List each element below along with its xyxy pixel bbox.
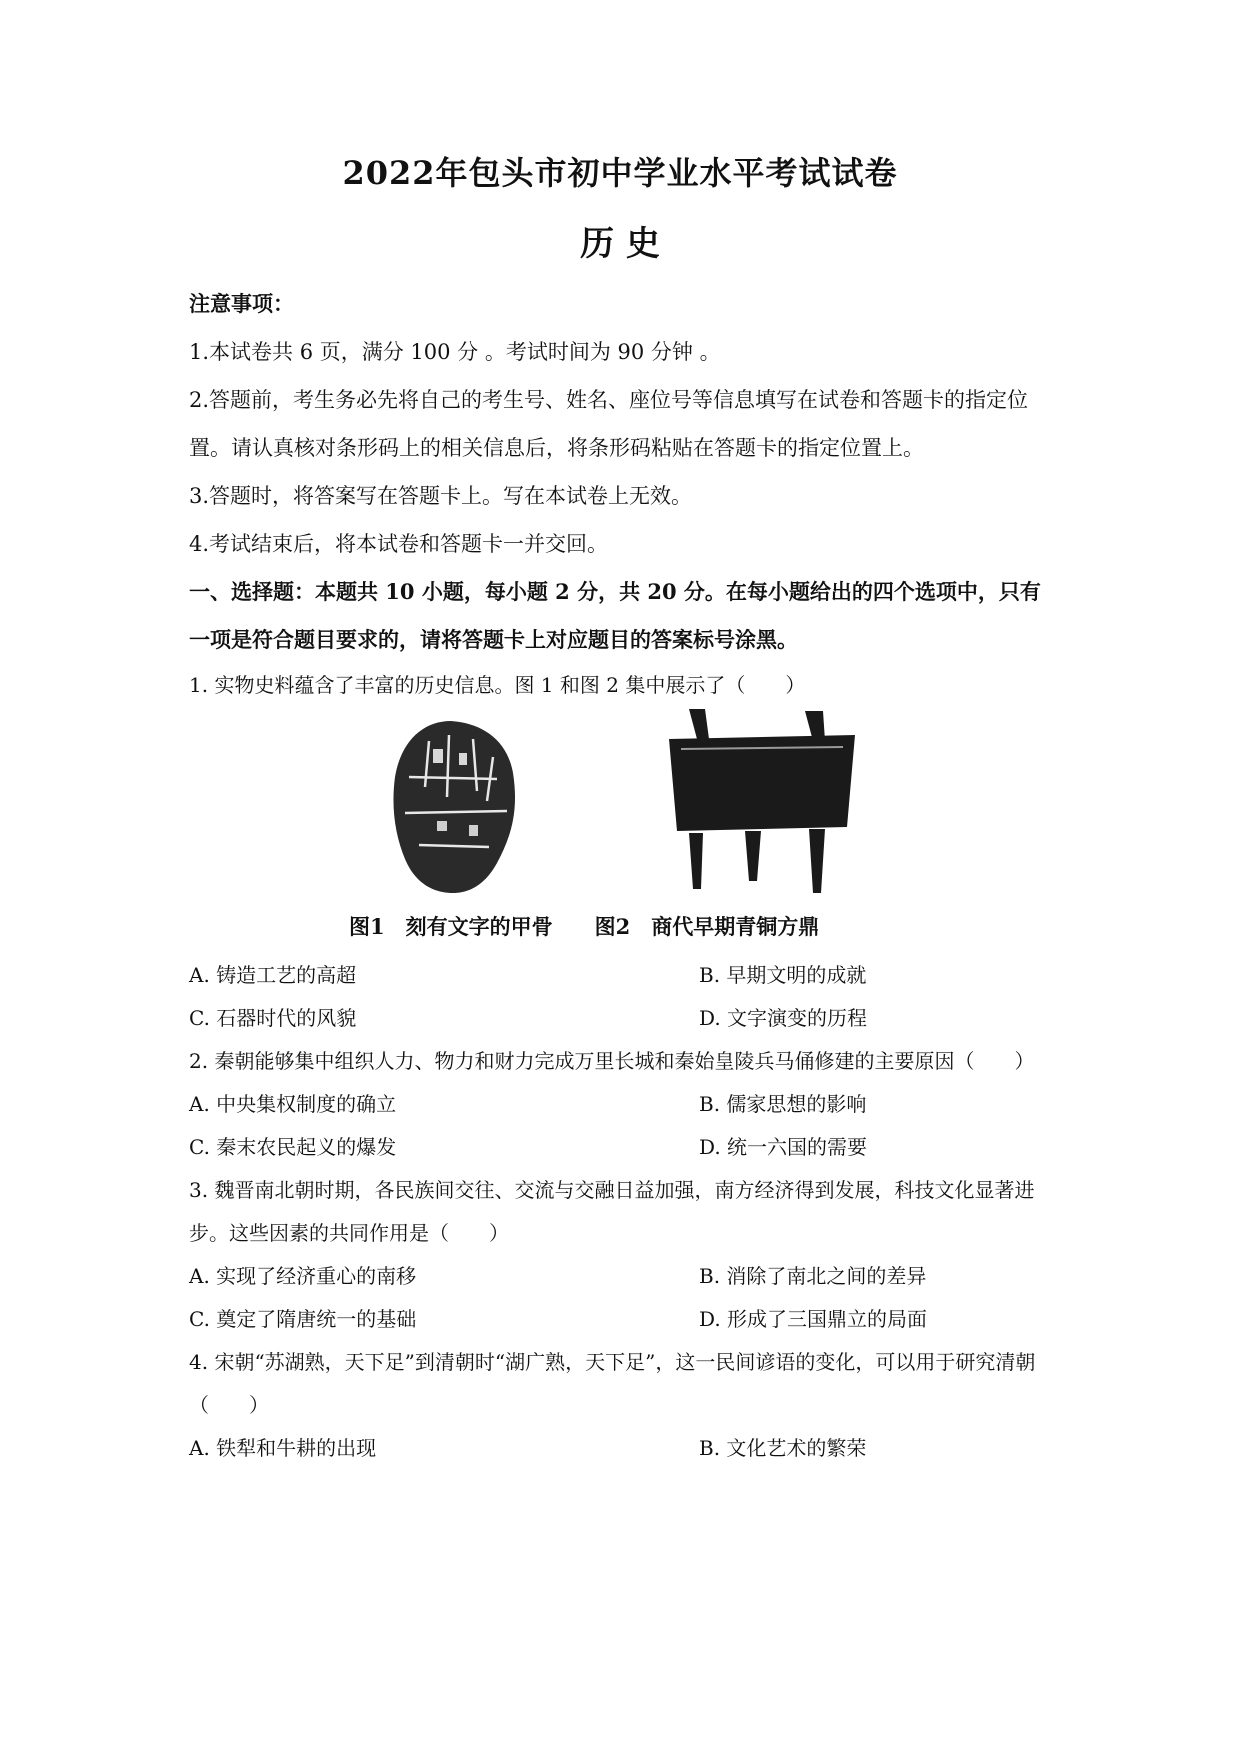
q3-option-a: A. 实现了经济重心的南移	[189, 1264, 417, 1288]
section-heading: 一、选择题：本题共 10 小题，每小题 2 分，共 20 分。在每小题给出的四个选项中，只有一项是符合题目要求的，请将答题卡上对应题目的答案标号涂黑。	[189, 579, 1041, 652]
question-2-options-row-2	[189, 1126, 1049, 1169]
figure-2-caption: 图2 商代早期青铜方鼎	[594, 914, 820, 939]
q1-option-c: C. 石器时代的风貌	[189, 1006, 357, 1030]
notes-heading: 注意事项：	[189, 291, 294, 316]
question-3-options-row-1	[189, 1255, 1049, 1298]
question-3-options-row-2	[189, 1298, 1049, 1341]
question-1-options-row-2	[189, 997, 1049, 1040]
q1-option-d: D. 文字演变的历程	[699, 1006, 868, 1030]
figure-row	[189, 709, 1049, 954]
note-item-2: 2.答题前，考生务必先将自己的考生号、姓名、座位号等信息填写在试卷和答题卡的指定位置。请认真核对条形码上的相关信息后，将条形码粘贴在答题卡的指定位置上。	[189, 388, 1029, 460]
question-3-stem: 3. 魏晋南北朝时期，各民族间交往、交流与交融日益加强，南方经济得到发展，科技文化显著进步。这些因素的共同作用是（ ）	[189, 1178, 1035, 1245]
q2-option-a: A. 中央集权制度的确立	[189, 1092, 397, 1116]
question-4-stem: 4. 宋朝“苏湖熟，天下足”到清朝时“湖广熟，天下足”，这一民间谚语的变化，可以用于研究清朝（ ）	[189, 1350, 1036, 1417]
question-4-options-row-1	[189, 1427, 1049, 1470]
oracle-bone-image	[389, 717, 519, 895]
q3-option-d: D. 形成了三国鼎立的局面	[699, 1307, 928, 1331]
note-item-1: 1.本试卷共 6 页，满分 100 分 。考试时间为 90 分钟 。	[189, 340, 721, 364]
exam-title: 2022年包头市初中学业水平考试试卷	[342, 154, 898, 192]
question-1-options-row-1	[189, 954, 1049, 997]
q2-option-c: C. 秦末农民起义的爆发	[189, 1135, 397, 1159]
figure-captions	[349, 903, 949, 951]
note-item-3: 3.答题时，将答案写在答题卡上。写在本试卷上无效。	[189, 484, 693, 508]
question-2-stem: 2. 秦朝能够集中组织人力、物力和财力完成万里长城和秦始皇陵兵马俑修建的主要原因（ ）	[189, 1049, 1035, 1073]
question-1-stem: 1. 实物史料蕴含了丰富的历史信息。图 1 和图 2 集中展示了（ ）	[189, 673, 806, 697]
bronze-ding-image	[659, 709, 859, 895]
q2-option-d: D. 统一六国的需要	[699, 1135, 868, 1159]
subject-title: 历 史	[580, 224, 660, 264]
figure-1-caption: 图1 刻有文字的甲骨	[349, 914, 553, 939]
q2-option-b: B. 儒家思想的影响	[699, 1092, 867, 1116]
q3-option-c: C. 奠定了隋唐统一的基础	[189, 1307, 417, 1331]
q1-option-b: B. 早期文明的成就	[699, 963, 867, 987]
q4-option-a: A. 铁犁和牛耕的出现	[189, 1436, 377, 1460]
question-2-options-row-1	[189, 1083, 1049, 1126]
q4-option-b: B. 文化艺术的繁荣	[699, 1436, 867, 1460]
note-item-4: 4.考试结束后，将本试卷和答题卡一并交回。	[189, 532, 609, 556]
exam-content	[189, 280, 1049, 1470]
q1-option-a: A. 铸造工艺的高超	[189, 963, 357, 987]
q3-option-b: B. 消除了南北之间的差异	[699, 1264, 927, 1288]
